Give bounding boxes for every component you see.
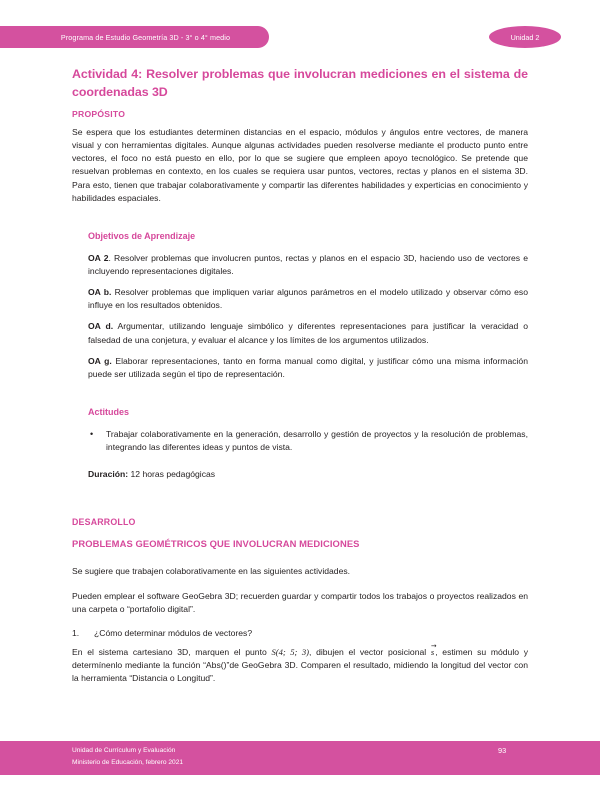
objetivo-text: Elaborar representaciones, tanto en forma manual como digital, y justificar cómo una misma información puede ser utilizada según el tipo de representación.: [88, 355, 528, 379]
objetivo-item: [88, 320, 528, 346]
footer-institution: [72, 745, 183, 768]
page-title: Actividad 4: Resolver problemas que involucran mediciones en el sistema de coordenadas 3D: [72, 67, 528, 99]
objetivo-item: [88, 252, 528, 278]
page-number: 93: [498, 746, 507, 755]
duracion-line: [88, 468, 528, 481]
desarrollo-question-row: [72, 627, 528, 640]
objetivo-item: [88, 355, 528, 381]
task-text-part1: En el sistema cartesiano 3D, marquen el punto: [72, 646, 272, 657]
desarrollo-software-note: Pueden emplear el software GeoGebra 3D; recuerden guardar y compartir todos los trabajos o proyectos realizados en una carpeta o “portafolio digital”.: [72, 591, 528, 615]
program-header-band: [0, 26, 269, 48]
unit-badge-label: Unidad 2: [510, 32, 540, 42]
objetivo-text: . Resolver problemas que involucren puntos, rectas y planos en el espacio 3D, haciendo uso de vectores e incluyendo representaciones digitales.: [88, 252, 529, 276]
program-header-label: Programa de Estudio Geometría 3D - 3° o 4° medio: [60, 32, 231, 42]
desarrollo-subtitle: PROBLEMAS GEOMÉTRICOS QUE INVOLUCRAN MEDICIONES: [72, 538, 360, 550]
desarrollo-label: DESARROLLO: [72, 517, 136, 528]
task-point-notation: S(4; 5; 3): [271, 646, 309, 657]
objetivo-code: OA 2: [88, 252, 109, 263]
objetivo-text: Argumentar, utilizando lenguaje simbólico y diferentes representaciones para justificar la veracidad o falsedad de una conjetura, y evaluar el alcance y los límites de los argumentos utilizados.: [88, 321, 528, 345]
proposito-label: PROPÓSITO: [72, 108, 126, 119]
objetivo-code: OA g.: [88, 355, 112, 366]
task-text-part2: , dibujen el vector posicional: [309, 646, 431, 657]
actitudes-heading: Actitudes: [88, 406, 130, 417]
desarrollo-section: [72, 517, 528, 685]
objetivos-heading: Objetivos de Aprendizaje: [88, 230, 196, 241]
bullet-icon: •: [90, 428, 94, 439]
objetivo-code: OA b.: [88, 287, 112, 298]
objetivos-block: [88, 231, 528, 481]
objetivo-text: Resolver problemas que impliquen variar algunos parámetros en el modelo utilizado y observar cómo eso influye en los resultados obtenidos.: [88, 287, 528, 311]
proposito-paragraph: Se espera que los estudiantes determinen distancias en el espacio, módulos y ángulos entre vectores, de manera visual y con herramientas digitales. Aunque algunas actividades pueden resolverse mediante el producto punto entre vectores, el foco no está puesto en ello, por lo que se sugiere que empleen apoyo tecnológico. Se pretende que resuelvan problemas en contexto, en los cuales se requiera usar puntos, vectores, rectas y planos en el sistema 3D. Para esto, tienen que trabajar colaborativamente y compartir las diferentes habilidades y experticias en conocimiento y habilidades espaciales.: [72, 126, 528, 203]
actitud-list-item: [88, 428, 528, 454]
question-number: 1.: [72, 627, 80, 638]
document-content: [72, 66, 528, 685]
question-text: ¿Cómo determinar módulos de vectores?: [94, 627, 253, 638]
objetivo-item: [88, 286, 528, 312]
desarrollo-task-paragraph: [72, 646, 528, 685]
objetivo-code: OA d.: [88, 321, 114, 332]
duracion-label: Duración:: [88, 469, 129, 480]
desarrollo-intro: Se sugiere que trabajen colaborativamente en las siguientes actividades.: [72, 566, 351, 577]
duracion-value: 12 horas pedagógicas: [128, 469, 216, 480]
task-vector-notation: s →: [431, 647, 435, 657]
footer-line-1: Unidad de Currículum y Evaluación: [72, 747, 176, 754]
footer-line-2: Ministerio de Educación, febrero 2021: [72, 758, 184, 766]
actitud-text: Trabajar colaborativamente en la generación, desarrollo y gestión de proyectos y la resolución de problemas, integrando las diferentes ideas y puntos de vista.: [106, 428, 528, 453]
unit-badge: [489, 26, 561, 48]
task-text-part3: , estimen su módulo y determínenlo mediante la función “Abs()”de GeoGebra 3D. Comparen el resultado, midiendo la longitud del vector con la herramienta “Distancia o Longitud”.: [72, 646, 529, 683]
